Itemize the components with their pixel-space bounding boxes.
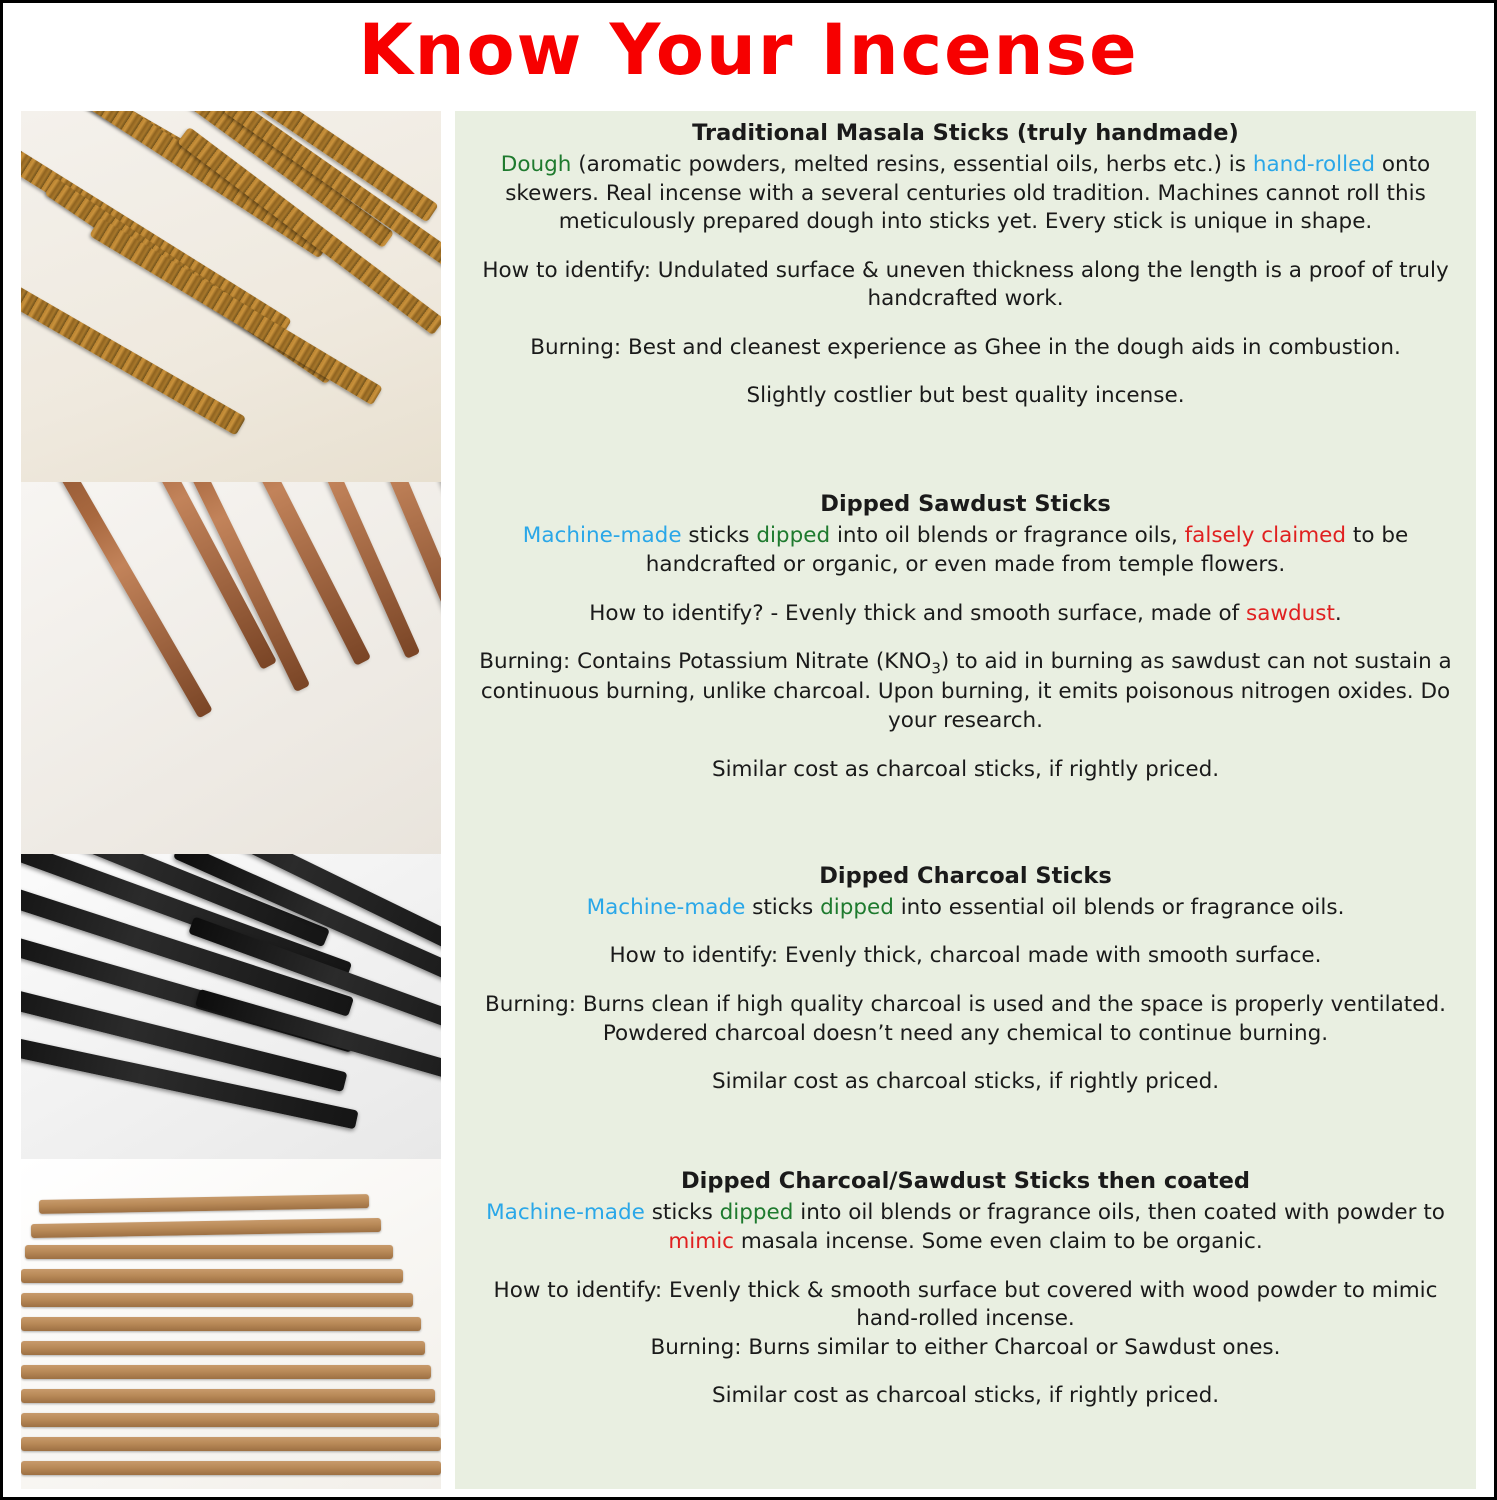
intro-part-f: masala incense. Some even claim to be organic.: [733, 1228, 1263, 1254]
heading-dipped-charcoal: Dipped Charcoal Sticks: [819, 862, 1112, 889]
section-dipped-coated: [21, 1159, 1476, 1489]
intro-part-d: into essential oil blends or fragrance oils.: [893, 894, 1345, 920]
intro-traditional-masala: [477, 151, 1454, 237]
text-traditional-masala: [455, 111, 1476, 482]
kw-dipped: dipped: [719, 1200, 794, 1226]
kw-dough: Dough: [500, 151, 572, 177]
heading-dipped-coated: Dipped Charcoal/Sawdust Sticks then coated: [681, 1168, 1250, 1195]
text-dipped-sawdust: [455, 482, 1476, 853]
intro-dipped-sawdust: [477, 522, 1454, 579]
burning-part-a: Burning: Contains Potassium Nitrate (KNO: [479, 649, 932, 675]
identify-dipped-sawdust: [477, 600, 1454, 629]
burning-dipped-coated: Burning: Burns similar to either Charcoal or Sawdust ones.: [650, 1334, 1281, 1360]
section-dipped-charcoal: [21, 854, 1476, 1160]
cost-traditional-masala: Slightly costlier but best quality incense.: [746, 383, 1185, 409]
cost-dipped-sawdust: Similar cost as charcoal sticks, if rightly priced.: [711, 756, 1220, 782]
incense-sticks-illustration: [21, 1159, 441, 1489]
incense-sticks-illustration: [21, 854, 441, 1160]
photo-dipped-sawdust: [21, 482, 441, 853]
kw-sawdust: sawdust: [1246, 600, 1335, 626]
intro-part-b: sticks: [745, 894, 821, 920]
intro-dipped-charcoal: [477, 894, 1454, 923]
photo-dipped-charcoal: [21, 854, 441, 1160]
identify-part-c: .: [1334, 600, 1342, 626]
intro-part-d: into oil blends or fragrance oils,: [830, 523, 1185, 549]
kw-dipped: dipped: [820, 894, 894, 920]
incense-sticks-illustration: [21, 482, 441, 853]
section-dipped-sawdust: [21, 482, 1476, 853]
kw-dipped: dipped: [756, 523, 831, 549]
burning-dipped-sawdust: [477, 648, 1454, 735]
identify-dipped-charcoal: How to identify: Evenly thick, charcoal made with smooth surface.: [609, 943, 1322, 969]
intro-dipped-coated: [477, 1199, 1454, 1256]
kw-falsely-claimed: falsely claimed: [1184, 523, 1347, 549]
identify-part-a: How to identify? - Evenly thick and smooth surface, made of: [589, 600, 1247, 626]
photo-dipped-coated: [21, 1159, 441, 1489]
kw-machine-made: Machine-made: [486, 1200, 645, 1226]
burning-dipped-charcoal: Burning: Burns clean if high quality charcoal is used and the space is properly ventilated. Powdered charcoal doesn’t need any chemical to continue burning.: [485, 992, 1446, 1046]
kw-machine-made: Machine-made: [586, 894, 746, 920]
identify-traditional-masala: How to identify: Undulated surface & uneven thickness along the length is a proof of truly handcrafted work.: [482, 257, 1449, 312]
text-dipped-coated: [455, 1159, 1476, 1489]
kw-hand-rolled: hand-rolled: [1252, 151, 1375, 177]
intro-part-b: sticks: [681, 523, 757, 549]
text-dipped-charcoal: [455, 854, 1476, 1160]
intro-part-b: (aromatic powders, melted resins, essential oils, herbs etc.) is: [571, 151, 1253, 177]
heading-dipped-sawdust: Dipped Sawdust Sticks: [820, 491, 1111, 518]
identify-dipped-coated: How to identify: Evenly thick & smooth surface but covered with wood powder to mimic hand-rolled incense.: [493, 1277, 1438, 1332]
burning-part-b: ) to aid in burning as sawdust can not sustain a continuous burning, unlike charcoal. Upon burning, it emits poisonous nitrogen oxides. Do your research.: [480, 649, 1452, 734]
incense-sticks-illustration: [21, 111, 441, 482]
intro-part-d: into oil blends or fragrance oils, then coated with powder to: [793, 1200, 1445, 1226]
page-title: Know Your Incense: [358, 9, 1139, 91]
cost-dipped-charcoal: Similar cost as charcoal sticks, if rightly priced.: [711, 1069, 1220, 1095]
section-traditional-masala: [21, 111, 1476, 482]
kw-machine-made: Machine-made: [522, 523, 682, 549]
intro-part-b: sticks: [644, 1200, 720, 1226]
intro-part-d: onto skewers. Real incense with a several centuries old tradition. Machines cannot roll this meticulously prepared dough into sticks yet. Every stick is unique in shape.: [505, 151, 1431, 235]
burning-subscript: 3: [931, 659, 941, 678]
intro-part-f: to be handcrafted or organic, or even made from temple flowers.: [645, 523, 1409, 577]
photo-traditional-masala: [21, 111, 441, 482]
burning-traditional-masala: Burning: Best and cleanest experience as Ghee in the dough aids in combustion.: [530, 334, 1401, 360]
heading-traditional-masala: Traditional Masala Sticks (truly handmade): [692, 120, 1239, 146]
cost-dipped-coated: Similar cost as charcoal sticks, if rightly priced.: [711, 1383, 1220, 1409]
kw-mimic: mimic: [668, 1228, 734, 1254]
sections-list: [21, 111, 1476, 1489]
